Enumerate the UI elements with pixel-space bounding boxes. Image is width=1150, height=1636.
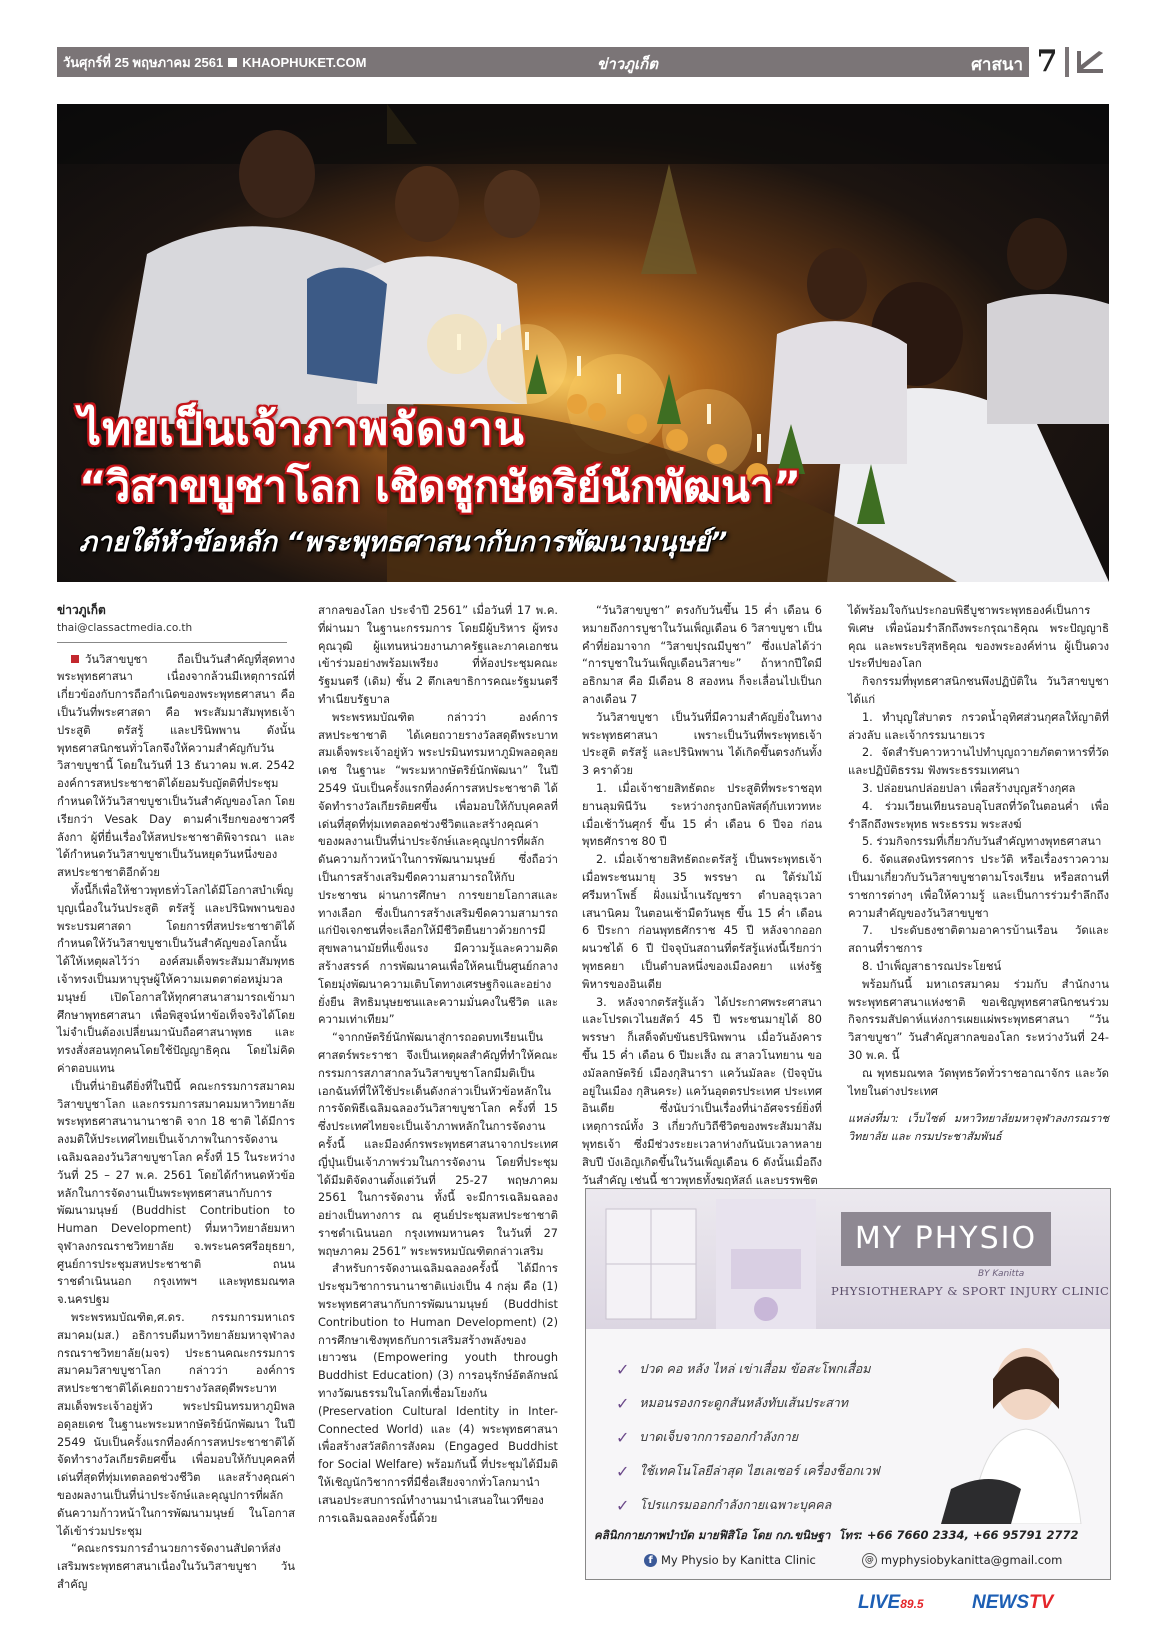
- headline-line-2: “วิสาขบูชาโลก เชิดชูกษัตริย์นักพัฒนา”: [79, 462, 802, 511]
- live-logo-frequency: 89.5: [900, 1597, 924, 1611]
- check-icon: ✓: [616, 1461, 630, 1481]
- headline-line-1: ไทยเป็นเจ้าภาพจัดงาน: [79, 404, 525, 455]
- check-icon: ✓: [616, 1495, 630, 1515]
- page-header: [57, 44, 1109, 79]
- service-label: ปวด คอ หลัง ไหล่ เข่าเสื่อม ข้อสะโพกเสื่อม: [639, 1361, 871, 1376]
- paragraph: พร้อมกันนี้ มหาเถรสมาคม ร่วมกับ สำนักงานพระพุทธศาสนาแห่งชาติ ขอเชิญพุทธศาสนิกชนร่วมกิจกรรมสัปดาห์แห่งการเผยแผ่พระพุทธศาสนา “วันวิสาขบูชา” วันสำคัญสากลของโลก ระหว่างวันที่ 24-30 พ.ค. นี้: [848, 977, 1109, 1062]
- service-item: [616, 1427, 916, 1447]
- corner-mark-icon: [1069, 47, 1109, 77]
- paragraph: 1. เมื่อเจ้าชายสิทธัตถะ ประสูติที่พระราชอุทยานลุมพินีวัน ระหว่างกรุงกบิลพัสดุ์กับเทวทหะ เมื่อเช้าวันศุกร์ ขึ้น 15 ค่ำ เดือน 6 ปีจอ ก่อนพุทธศักราช 80 ปี: [582, 781, 822, 849]
- email-link[interactable]: myphysiobykanitta@gmail.com: [880, 1553, 1063, 1567]
- byline-divider: [57, 642, 287, 643]
- tv-logo-text: TV: [1029, 1592, 1054, 1613]
- list-item: 4. ร่วมเวียนเทียนรอบอุโบสถที่วัดในตอนค่ำ เพื่อรำลึกถึงพระพุทธ พระธรรม พระสงฆ์: [848, 799, 1109, 831]
- service-label: โปรแกรมออกกำลังกายเฉพาะบุคคล: [639, 1497, 832, 1512]
- brand-logo: MY PHYSIO: [841, 1212, 1051, 1266]
- service-label: บาดเจ็บจากการออกกำลังกาย: [639, 1429, 799, 1444]
- list-item: 5. ร่วมกิจกรรมที่เกี่ยวกับวันสำคัญทางพุทธศาสนา: [862, 835, 1102, 849]
- article-column-4: [848, 602, 1109, 1146]
- paragraph: เป็นที่น่ายินดียิ่งที่ในปีนี้ คณะกรรมการสมาคมวิสาขบูชาโลก และกรรมการสมาคมมหาวิทยาลัยพระพุทธศาสนานานาชาติ จาก 18 ชาติ ได้มีการลงมติให้ประเทศไทยเป็นเจ้าภาพในการจัดงานเฉลิมฉลองวันวิสาขบูชาโลก ครั้งที่ 15 ในระหว่างวันที่ 25 – 27 พ.ค. 2561 โดยได้กำหนดหัวข้อหลักในการจัดงานเป็นพระพุทธศาสนากับการพัฒนามนุษย์ (Buddhist Contribution to Human Development) ที่มหาวิทยาลัยมหาจุฬาลงกรณราชวิทยาลัย จ.พระนครศรีอยุธยา, ศูนย์การประชุมสหประชาชาติ ถนนราชดำเนินนอก กรุงเทพฯ และพุทธมณฑล จ.นครปฐม: [57, 1079, 295, 1307]
- paragraph: พระพรหมบัณฑิต,ศ.ดร. กรรมการมหาเถรสมาคม(มส.) อธิการบดีมหาวิทยาลัยมหาจุฬาลงกรณราชวิทยาลัย(มจร) ประธานคณะกรรมการสมาคมวิสาขบูชาโลก กล่าวว่า องค์การสหประชาชาติได้เคยถวายรางวัลสดุดีพระบาทสมเด็จพระเจ้าอยู่หัว พระปรมินทรมหาภูมิพลอดุลยเดช ในฐานะพระมหากษัตริย์นักพัฒนา ในปี 2549 นับเป็นครั้งแรกที่องค์การสหประชาชาติได้จัดทำรางวัลเกียรติยศขึ้น เพื่อมอบให้กับบุคคลที่เด่นที่สุดที่ทุ่มเทตลอดช่วงชีวิต และสร้างคุณค่าของผลงานเป็นที่น่าประจักษ์และคุณูปการที่ผลักดันความก้าวหน้าในการพัฒนามนุษย์ ในโอกาสได้เข้าร่วมประชุม: [57, 1311, 295, 1538]
- page-number: 7: [1029, 44, 1065, 80]
- paragraph: สากลของโลก ประจำปี 2561” เมื่อวันที่ 17 พ.ค. ที่ผ่านมา ในฐานะกรรมการ โดยมีผู้บริหาร ผู้ทรงคุณวุฒิ ผู้แทนหน่วยงานภาครัฐและภาคเอกชนเข้าร่วมอย่างพร้อมเพรียง ที่ห้องประชุมคณะรัฐมนตรี (เดิม) ชั้น 2 ตึกเลขาธิการคณะรัฐมนตรี ทำเนียบรัฐบาล: [318, 604, 558, 706]
- article-column-1: [57, 602, 295, 1594]
- list-item: 7. ประดับธงชาติตามอาคารบ้านเรือน วัดและสถานที่ราชการ: [848, 924, 1109, 956]
- clinic-subtitle: PHYSIOTHERAPY & SPORT INJURY CLINIC: [831, 1284, 1110, 1298]
- service-label: หมอนรองกระดูกสันหลังทับเส้นประสาท: [639, 1395, 848, 1410]
- service-list: [616, 1359, 916, 1529]
- separator-square: [228, 58, 237, 67]
- check-icon: ✓: [616, 1359, 630, 1379]
- clinic-phone: โทร: +66 7660 2334, +66 95791 2772: [838, 1528, 1079, 1542]
- service-item: [616, 1495, 916, 1515]
- paragraph: พระพรหมบัณฑิต กล่าวว่า องค์การสหประชาชาติ ได้เคยถวายรางวัลสดุดีพระบาทสมเด็จพระเจ้าอยู่หัว พระปรมินทรมหาภูมิพลอดุลยเดช ในฐานะ “พระมหากษัตริย์นักพัฒนา” ในปี 2549 นับเป็นครั้งแรกที่องค์การสหประชาชาติ ได้จัดทำรางวัลเกียรติยศขึ้น เพื่อมอบให้กับบุคคลที่เด่นที่สุดที่ทุ่มเทตลอดช่วงชีวิตและสร้างคุณค่าของผลงานเป็นที่น่าประจักษ์และคุณูปการที่ผลักดันความก้าวหน้าในการพัฒนามนุษย์ ซึ่งถือว่าเป็นการสร้างเสริมขีดความสามารถให้กับประชาชน ผ่านการศึกษา การขยายโอกาสและทางเลือก ซึ่งเป็นการสร้างเสริมขีดความสามารถแก่ปัจเจกชนที่จะเลือกให้มีชีวิตยืนยาวด้วยการมีสุขพลานามัยที่แข็งแรง มีความรู้และความคิดสร้างสรรค์ การพัฒนาคนเพื่อให้คนเป็นศูนย์กลาง โดยมุ่งพัฒนาความเติบโตทางเศรษฐกิจและอย่างยั่งยืน สิทธิมนุษยชนและความมั่นคงในชีวิต และความเท่าเทียม”: [318, 710, 558, 1027]
- newspaper-logo: ข่าวภูเก็ต: [597, 55, 658, 73]
- list-item: 3. ปล่อยนกปล่อยปลา เพื่อสร้างบุญสร้างกุศล: [862, 781, 1076, 795]
- check-icon: ✓: [616, 1427, 630, 1447]
- facebook-link[interactable]: [644, 1553, 816, 1567]
- paragraph: 3. หลังจากตรัสรู้แล้ว ได้ประกาศพระศาสนาและโปรดเวไนยสัตว์ 45 ปี พระชนมายุได้ 80 พรรษา ก็เสด็จดับขันธปรินิพพาน เมื่อวันอังคาร ขึ้น 15 ค่ำ เดือน 6 ปีมะเส็ง ณ สาลวโนทยาน ของมัลลกษัตริย์ เมืองกุสินารา แคว้นมัลละ (ปัจจุบันอยู่ในเมือง กุสินคระ) แคว้นอุตตรประเทศ ประเทศอินเดีย ซึ่งนับว่าเป็นเรื่องที่น่าอัศจรรย์ยิ่งที่เหตุการณ์ทั้ง 3 เกี่ยวกับวิถีชีวิตของพระสัมมาสัมพุทธเจ้า ซึ่งมีช่วงระยะเวลาห่างกันนับเวลาหลายสิบปี บังเอิญเกิดขึ้นในวันเพ็ญเดือน 6 ดังนั้นเมื่อถึงวันสำคัญ เช่นนี้ ชาวพุทธทั้งฆฤหัสถ์ และบรรพชิต: [582, 995, 822, 1187]
- paragraph: สำหรับการจัดงานเฉลิมฉลองครั้งนี้ ได้มีการประชุมวิชาการนานาชาติแบ่งเป็น 4 กลุ่ม คือ (1) พระพุทธศาสนากับการพัฒนามนุษย์ (Buddhist Contribution to Human Development) (2) การศึกษาเชิงพุทธกับการเสริมสร้างพลังของเยาวชน (Empowering youth through Buddhist Education) (3) การอนุรักษ์อัตลักษณ์ทางวัฒนธรรมในโลกที่เชื่อมโยงกัน (Preservation Cultural Identity in Inter-Connected World) และ (4) พระพุทธศาสนาเพื่อสร้างสวัสดิการสังคม (Engaged Buddhist for Social Welfare) พร้อมกันนี้ ที่ประชุมได้มีมติให้เชิญนักวิชาการที่มีชื่อเสียงจากทั่วโลกมานำเสนอประสบการณ์ทำงานมานำเสนอในเวทีของการเฉลิมฉลองครั้งนี้ด้วย: [318, 1262, 558, 1525]
- service-item: [616, 1359, 916, 1379]
- live-logo-text: LIVE: [858, 1592, 901, 1613]
- article-column-3: [582, 602, 822, 1189]
- bullet-square-icon: [71, 655, 79, 663]
- service-item: [616, 1393, 916, 1413]
- news-tv-logo: [972, 1592, 1053, 1614]
- facebook-icon: f: [644, 1554, 657, 1567]
- clinic-contact-line: [586, 1525, 1110, 1547]
- issue-date: วันศุกร์ที่ 25 พฤษภาคม 2561: [63, 54, 224, 70]
- clinic-name: คลินิกกายภาพบำบัด มายฟิสิโอ โดย กภ.ขนิษฐา: [594, 1528, 831, 1542]
- paragraph-text: วันวิสาขบูชา ถือเป็นวันสำคัญที่สุดทางพระพุทธศาสนา เนื่องจากล้วนมีเหตุการณ์ที่เกี่ยวข้องกับการถือกำเนิดของพระพุทธศาสนา คือ เป็นวันที่พระศาสดา คือ พระสัมมาสัมพุทธเจ้า ประสูติ ตรัสรู้ และปรินิพพาน ดังนั้นพุทธศาสนิกชนทั่วโลกจึงให้ความสำคัญกับวันวิสาขบูชานี้ โดยในวันที่ 13 ธันวาคม พ.ศ. 2542 องค์การสหประชาชาติได้ยอมรับญัตติที่ประชุม กำหนดให้วันวิสาขบูชาเป็นวันสำคัญของโลก โดยเรียกว่า Vesak Day ตามคำเรียกของชาวศรีลังกา ผู้ที่ยื่นเรื่องให้สหประชาชาติพิจารณา และได้กำหนดวันวิสาขบูชาเป็นวันหยุดวันหนึ่งของสหประชาชาติอีกด้วย: [57, 652, 295, 880]
- byline-email: thai@classactmedia.co.th: [57, 621, 193, 634]
- live-radio-logo: [858, 1592, 924, 1614]
- paragraph: ทั้งนี้ก็เพื่อให้ชาวพุทธทั่วโลกได้มีโอกาสบำเพ็ญบุญเนื่องในวันประสูติ ตรัสรู้ และปรินิพพานของพระบรมศาสดา โดยการที่สหประชาชาติได้กำหนดให้วันวิสาขบูชาเป็นวันสำคัญของโลกนั้น ได้ให้เหตุผลไว้ว่า องค์สมเด็จพระสัมมาสัมพุทธเจ้าทรงเป็นมหาบุรุษผู้ให้ความเมตตาต่อหมู่มวลมนุษย์ เปิดโอกาสให้ทุกศาสนาสามารถเข้ามาศึกษาพุทธศาสนา เพื่อพิสูจน์หาข้อเท็จจริงได้โดยไม่จำเป็นต้องเปลี่ยนมานับถือศาสนาพุทธ และทรงสั่งสอนทุกคนโดยใช้ปัญญาธิคุณ โดยไม่คิดค่าตอบแทน: [57, 883, 295, 1075]
- paragraph: 2. เมื่อเจ้าชายสิทธัตถะตรัสรู้ เป็นพระพุทธเจ้า เมื่อพระชนมายุ 35 พรรษา ณ ใต้ร่มไม้ศรีมหาโพธิ์ ฝั่งแม่น้ำเนรัญชรา ตำบลอุรุเวลาเสนานิคม ในตอนเช้ามืดวันพุธ ขึ้น 15 ค่ำ เดือน 6 ปีระกา ก่อนพุทธศักราช 45 ปี หลังจากออกผนวชได้ 6 ปี ปัจจุบันสถานที่ตรัสรู้แห่งนี้เรียกว่า พุทธคยา เป็นตำบลหนึ่งของเมืองคยา แห่งรัฐพิหารของอินเดีย: [582, 853, 822, 991]
- section-name: ศาสนา: [971, 55, 1023, 75]
- clinic-advertisement: [585, 1188, 1111, 1580]
- mail-icon: @: [862, 1553, 877, 1568]
- service-label: ใช้เทคโนโลยีล่าสุด ไฮเลเซอร์ เครื่องช็อกเวฟ: [639, 1463, 880, 1478]
- paragraph: ณ พุทธมณฑล วัดพุทธวัดทั่วราชอาณาจักร และวัดไทยในต่างประเทศ: [848, 1066, 1109, 1098]
- paragraph: ได้พร้อมใจกันประกอบพิธีบูชาพระพุทธองค์เป็นการพิเศษ เพื่อน้อมรำลึกถึงพระกรุณาธิคุณ พระปัญญาธิคุณ และพระบริสุทธิคุณ ของพระองค์ท่าน ผู้เป็นดวงประทีปของโลก: [848, 604, 1109, 671]
- paragraph: “วันวิสาขบูชา” ตรงกับวันขึ้น 15 ค่ำ เดือน 6 หมายถึงการบูชาในวันเพ็ญเดือน 6 วิสาขบูชา เป็นคำที่ย่อมาจาก “วิสาขปุรณมีบูชา” ซึ่งแปลได้ว่า “การบูชาในวันเพ็ญเดือนวิสาขะ” ถ้าหากปีใดมีอธิกมาส คือ มีเดือน 8 สองหน ก็จะเลื่อนไปเป็นกลางเดือน 7: [582, 604, 822, 706]
- article-column-2: [318, 602, 558, 1527]
- site-name: KHAOPHUKET.COM: [242, 54, 367, 70]
- physiotherapist-photo: [931, 1339, 1101, 1524]
- list-item: 2. จัดสำรับคาวหวานไปทำบุญถวายภัตตาหารที่วัด และปฏิบัติธรรม ฟังพระธรรมเทศนา: [848, 746, 1109, 778]
- paragraph: กิจกรรมที่พุทธศาสนิกชนพึงปฏิบัติใน วันวิสาขบูชา ได้แก่: [848, 675, 1109, 706]
- paragraph: “จากกษัตริย์นักพัฒนาสู่การถอดบทเรียนเป็นศาสตร์พระราชา จึงเป็นเหตุผลสำคัญที่ทำให้คณะกรรมการสภาสากลวันวิสาขบูชาโลกมีมติเป็นเอกฉันท์ที่ให้ใช้ประเด็นดังกล่าวเป็นหัวข้อหลักในการจัดพิธีเฉลิมฉลองวันวิสาขบูชาโลก ครั้งที่ 15 ซึ่งประเทศไทยจะเป็นเจ้าภาพหลักในการจัดงานครั้งนี้ และมีองค์กรพระพุทธศาสนาจากประเทศญี่ปุ่นเป็นเจ้าภาพร่วมในการจัดงาน โดยที่ประชุมได้มีมติจัดงานตั้งแต่วันที่ 25-27 พฤษภาคม 2561 ในการจัดงาน ทั้งนี้ จะมีการเฉลิมฉลองอย่างเป็นทางการ ณ ศูนย์ประชุมสหประชาชาติ ราชดำเนินนอก กรุงเทพมหานคร ในวันที่ 27 พฤษภาคม 2561” พระพรหมบัณฑิตกล่าวเสริม: [318, 1031, 558, 1258]
- service-item: [616, 1461, 916, 1481]
- list-item: 1. ทำบุญใส่บาตร กรวดน้ำอุทิศส่วนกุศลให้ญาติที่ล่วงลับ และเจ้ากรรมนายเวร: [848, 710, 1109, 742]
- paragraph: [57, 651, 295, 882]
- list-item: 8. บำเพ็ญสาธารณประโยชน์: [862, 959, 1002, 973]
- list-item: 6. จัดแสดงนิทรรศการ ประวัติ หรือเรื่องราวความเป็นมาเกี่ยวกับวันวิสาขบูชาตามโรงเรียน หรือสถานที่ราชการต่างๆ เพื่อให้ความรู้ และเป็นการร่วมรำลึกถึงความสำคัญของวันวิสาขบูชา: [848, 853, 1109, 920]
- paragraph: วันวิสาขบูชา เป็นวันที่มีความสำคัญยิ่งในทางพระพุทธศาสนา เพราะเป็นวันที่พระพุทธเจ้าประสูติ ตรัสรู้ และปรินิพพาน ได้เกิดขึ้นตรงกันทั้ง 3 คราด้วย: [582, 710, 822, 778]
- hero-photo: [57, 104, 1109, 582]
- facebook-label: My Physio by Kanitta Clinic: [661, 1553, 816, 1567]
- subheadline: ภายใต้หัวข้อหลัก “พระพุทธศาสนากับการพัฒนามนุษย์”: [79, 527, 728, 558]
- check-icon: ✓: [616, 1393, 630, 1413]
- paragraph: “คณะกรรมการอำนวยการจัดงานสัปดาห์ส่งเสริมพระพุทธศาสนาเนื่องในวันวิสาขบูชา วันสำคัญ: [57, 1542, 295, 1592]
- news-logo-text: NEWS: [972, 1592, 1029, 1613]
- source-credit: แหล่งที่มา: เว็บไซต์ มหาวิทยาลัยมหาจุฬาลงกรณราชวิทยาลัย และ กรมประชาสัมพันธ์: [848, 1112, 1109, 1144]
- byline-name: ข่าวภูเก็ต: [57, 603, 106, 617]
- brand-by: BY Kanitta: [978, 1269, 1025, 1279]
- clinic-social-line: [586, 1549, 1110, 1571]
